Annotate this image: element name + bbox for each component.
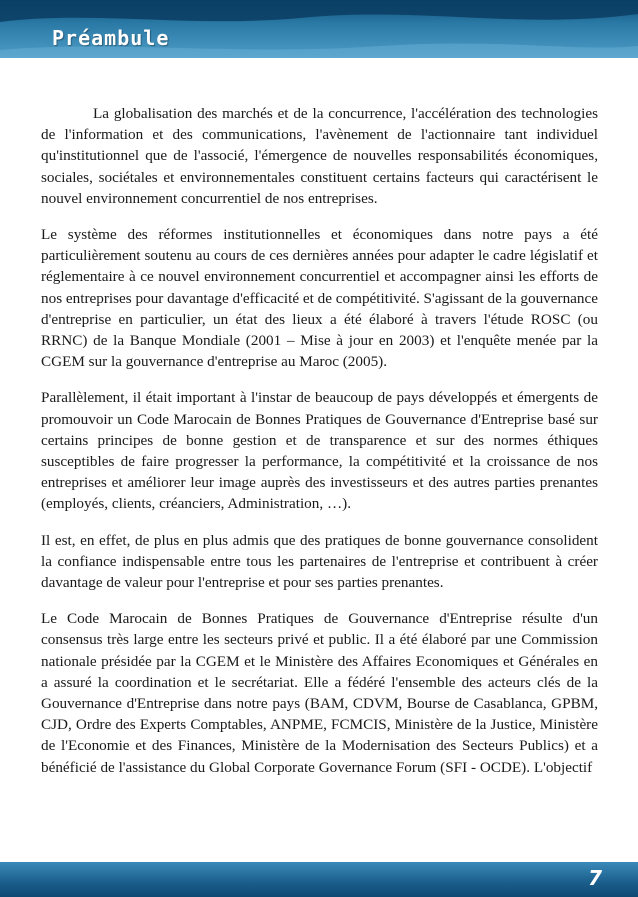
document-body: [41, 103, 598, 793]
footer-band: [0, 862, 638, 897]
header-band: [0, 0, 638, 58]
paragraph-3: Parallèlement, il était important à l'instar de beaucoup de pays développés et émergents de promouvoir un Code Marocain de Bonnes Pratiques de Gouvernance d'Entreprise basé sur certains principes de bonne gestion et de transparence et sur des normes éthiques susceptibles de faire progresser la performance, la compétitivité et la croissance de nos entreprises et améliorer leur image auprès des investisseurs et des autres parties prenantes (employés, clients, créanciers, Administration, …).: [41, 389, 598, 513]
paragraph-1: La globalisation des marchés et de la concurrence, l'accélération des technologies de l'information et des communications, l'avènement de l'actionnaire tant individuel qu'institutionnel que de l'associé, l'émergence de nouvelles responsabilités économiques, sociales, sociétales et environnementales constituent certains facteurs qui caractérisent le nouvel environnement concurrentiel de nos entreprises.: [41, 105, 598, 207]
page-number: 7: [588, 866, 602, 890]
page-title: Préambule: [52, 26, 170, 50]
paragraph-2: Le système des réformes institutionnelles et économiques dans notre pays a été particulièrement soutenu au cours de ces dernières années pour adapter le cadre législatif et réglementaire à ce nouvel environnement concurrentiel et accompagner ainsi les efforts de nos entreprises pour davantage d'efficacité et de compétitivité. S'agissant de la gouvernance d'entreprise en particulier, un état des lieux a été élaboré à travers l'étude ROSC (ou RRNC) de la Banque Mondiale (2001 – Mise à jour en 2003) et l'enquête menée par la CGEM sur la gouvernance d'entreprise au Maroc (2005).: [41, 226, 598, 371]
paragraph-4: Il est, en effet, de plus en plus admis que des pratiques de bonne gouvernance consolident la confiance indispensable entre tous les partenaires de l'entreprise et contribuent à créer davantage de valeur pour l'entreprise et pour ses parties prenantes.: [41, 531, 598, 592]
paragraph-5: Le Code Marocain de Bonnes Pratiques de Gouvernance d'Entreprise résulte d'un consensus très large entre les secteurs privé et public. Il a été élaboré par une Commission nationale présidée par la CGEM et le Ministère des Affaires Economiques et Générales en a assuré la coordination et le secrétariat. Elle a fédéré l'ensemble des acteurs clés de la Gouvernance d'Entreprise dans notre pays (BAM, CDVM, Bourse de Casablanca, GPBM, CJD, Ordre des Experts Comptables, ANPME, FCMCIS, Ministère de la Justice, Ministère de l'Economie et des Finances, Ministère de la Modernisation des Secteurs Publics) et a bénéficié de l'assistance du Global Corporate Governance Forum (SFI - OCDE). L'objectif: [41, 610, 598, 776]
